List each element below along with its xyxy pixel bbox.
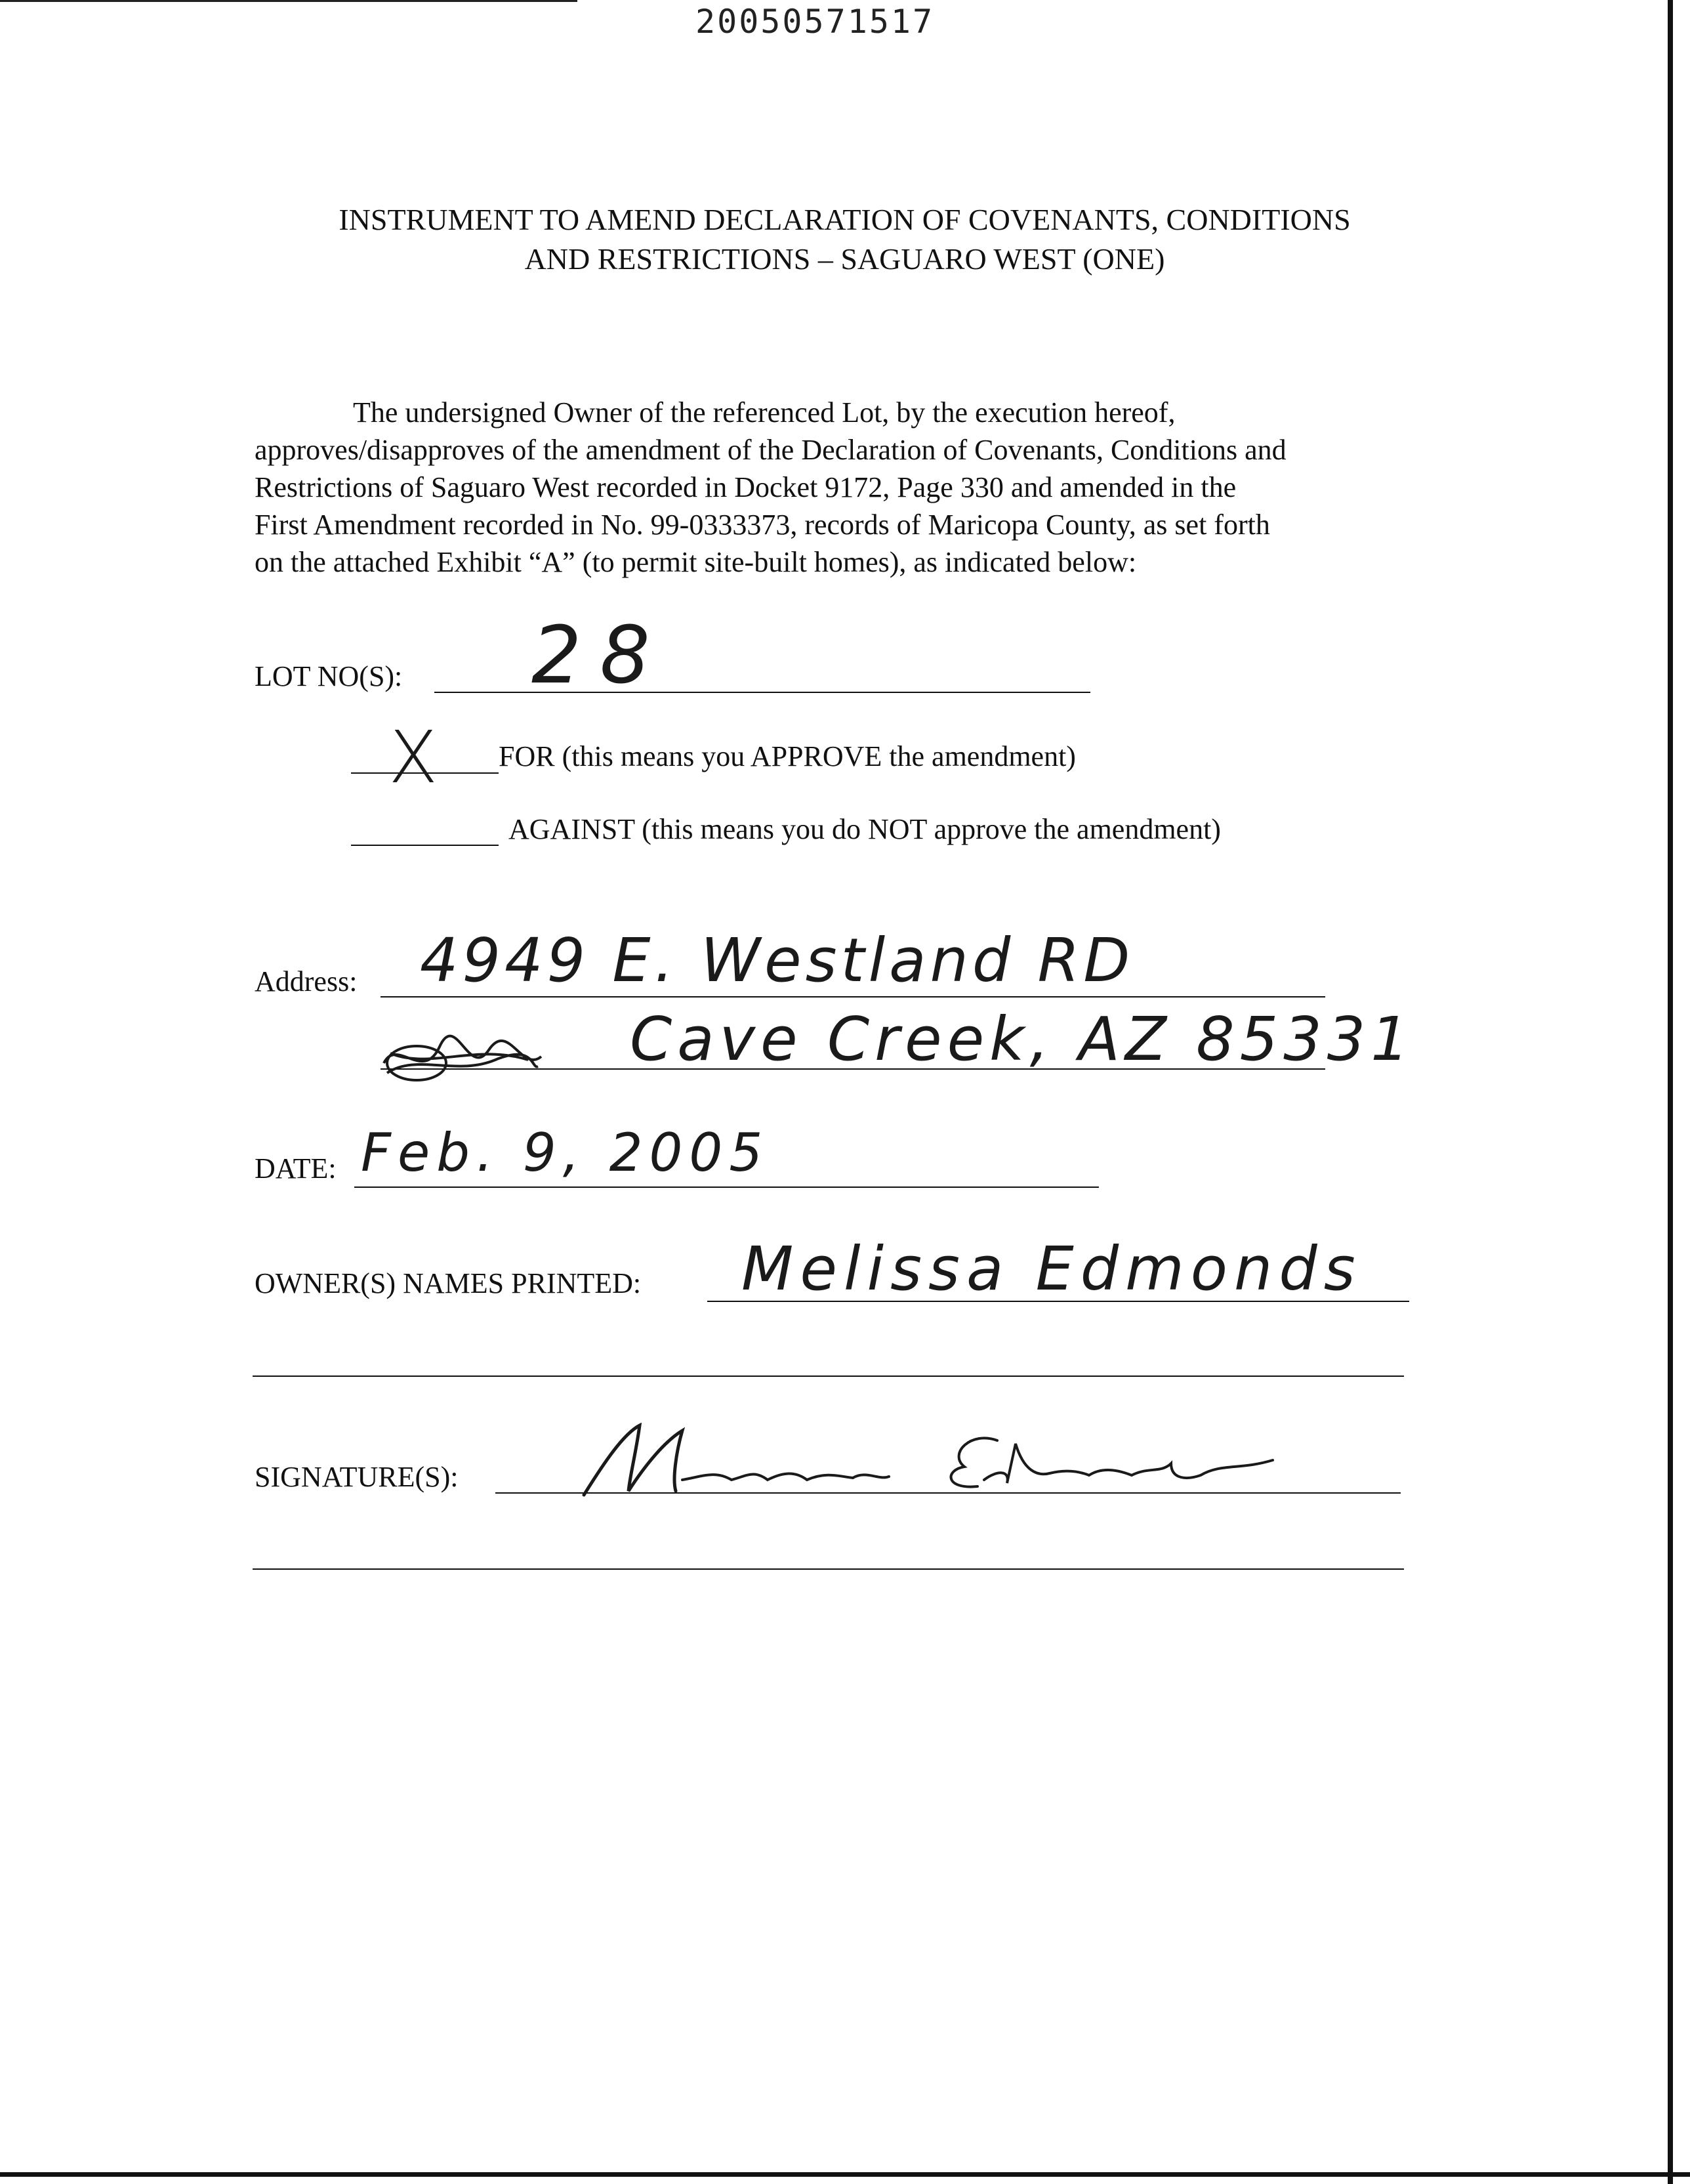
lot-label: LOT NO(S): [255,660,403,692]
body-paragraph [255,394,1435,581]
lot-value[interactable]: 28 [531,610,669,702]
document-title [197,200,1493,279]
against-checkbox-line [351,845,499,846]
signature-drawing[interactable] [577,1418,1286,1503]
date-label: DATE: [255,1152,337,1185]
for-label: FOR (this means you APPROVE the amendment) [499,740,1076,772]
address-line-1-value[interactable]: 4949 E. Westland RD [420,925,1134,996]
signature-label: SIGNATURE(S): [255,1461,459,1493]
scribble-mark [377,1034,548,1086]
document-number: 20050571517 [695,3,935,41]
address-line-2-value[interactable]: Cave Creek, AZ 85331 [630,1004,1414,1074]
scan-edge-top [0,0,577,2]
body-line: approves/disapproves of the amendment of the Declaration of Covenants, Conditions and [255,434,1287,466]
scan-edge-right [1668,0,1673,2184]
signature-line-2 [253,1568,1404,1570]
owner-names-label: OWNER(S) NAMES PRINTED: [255,1267,642,1299]
date-field-line [354,1186,1099,1188]
body-line: First Amendment recorded in No. 99-0333373, records of Maricopa County, as set forth [255,509,1270,541]
body-line: Restrictions of Saguaro West recorded in Docket 9172, Page 330 and amended in the [255,471,1237,503]
owner-names-value[interactable]: Melissa Edmonds [741,1234,1362,1304]
title-line-1: INSTRUMENT TO AMEND DECLARATION OF COVENANTS, CONDITIONS [339,203,1351,236]
address-line-1-rule [381,996,1325,998]
for-mark[interactable]: X [388,715,438,799]
body-line: The undersigned Owner of the referenced Lot, by the execution hereof, [353,396,1176,429]
body-line: on the attached Exhibit “A” (to permit site-built homes), as indicated below: [255,546,1137,578]
title-line-2: AND RESTRICTIONS – SAGUARO WEST (ONE) [524,242,1165,276]
owner-names-line-2 [253,1376,1404,1377]
date-value[interactable]: Feb. 9, 2005 [361,1122,770,1183]
scan-edge-bottom [0,2172,1690,2177]
against-label: AGAINST (this means you do NOT approve the amendment) [508,813,1221,845]
address-label: Address: [255,965,358,998]
